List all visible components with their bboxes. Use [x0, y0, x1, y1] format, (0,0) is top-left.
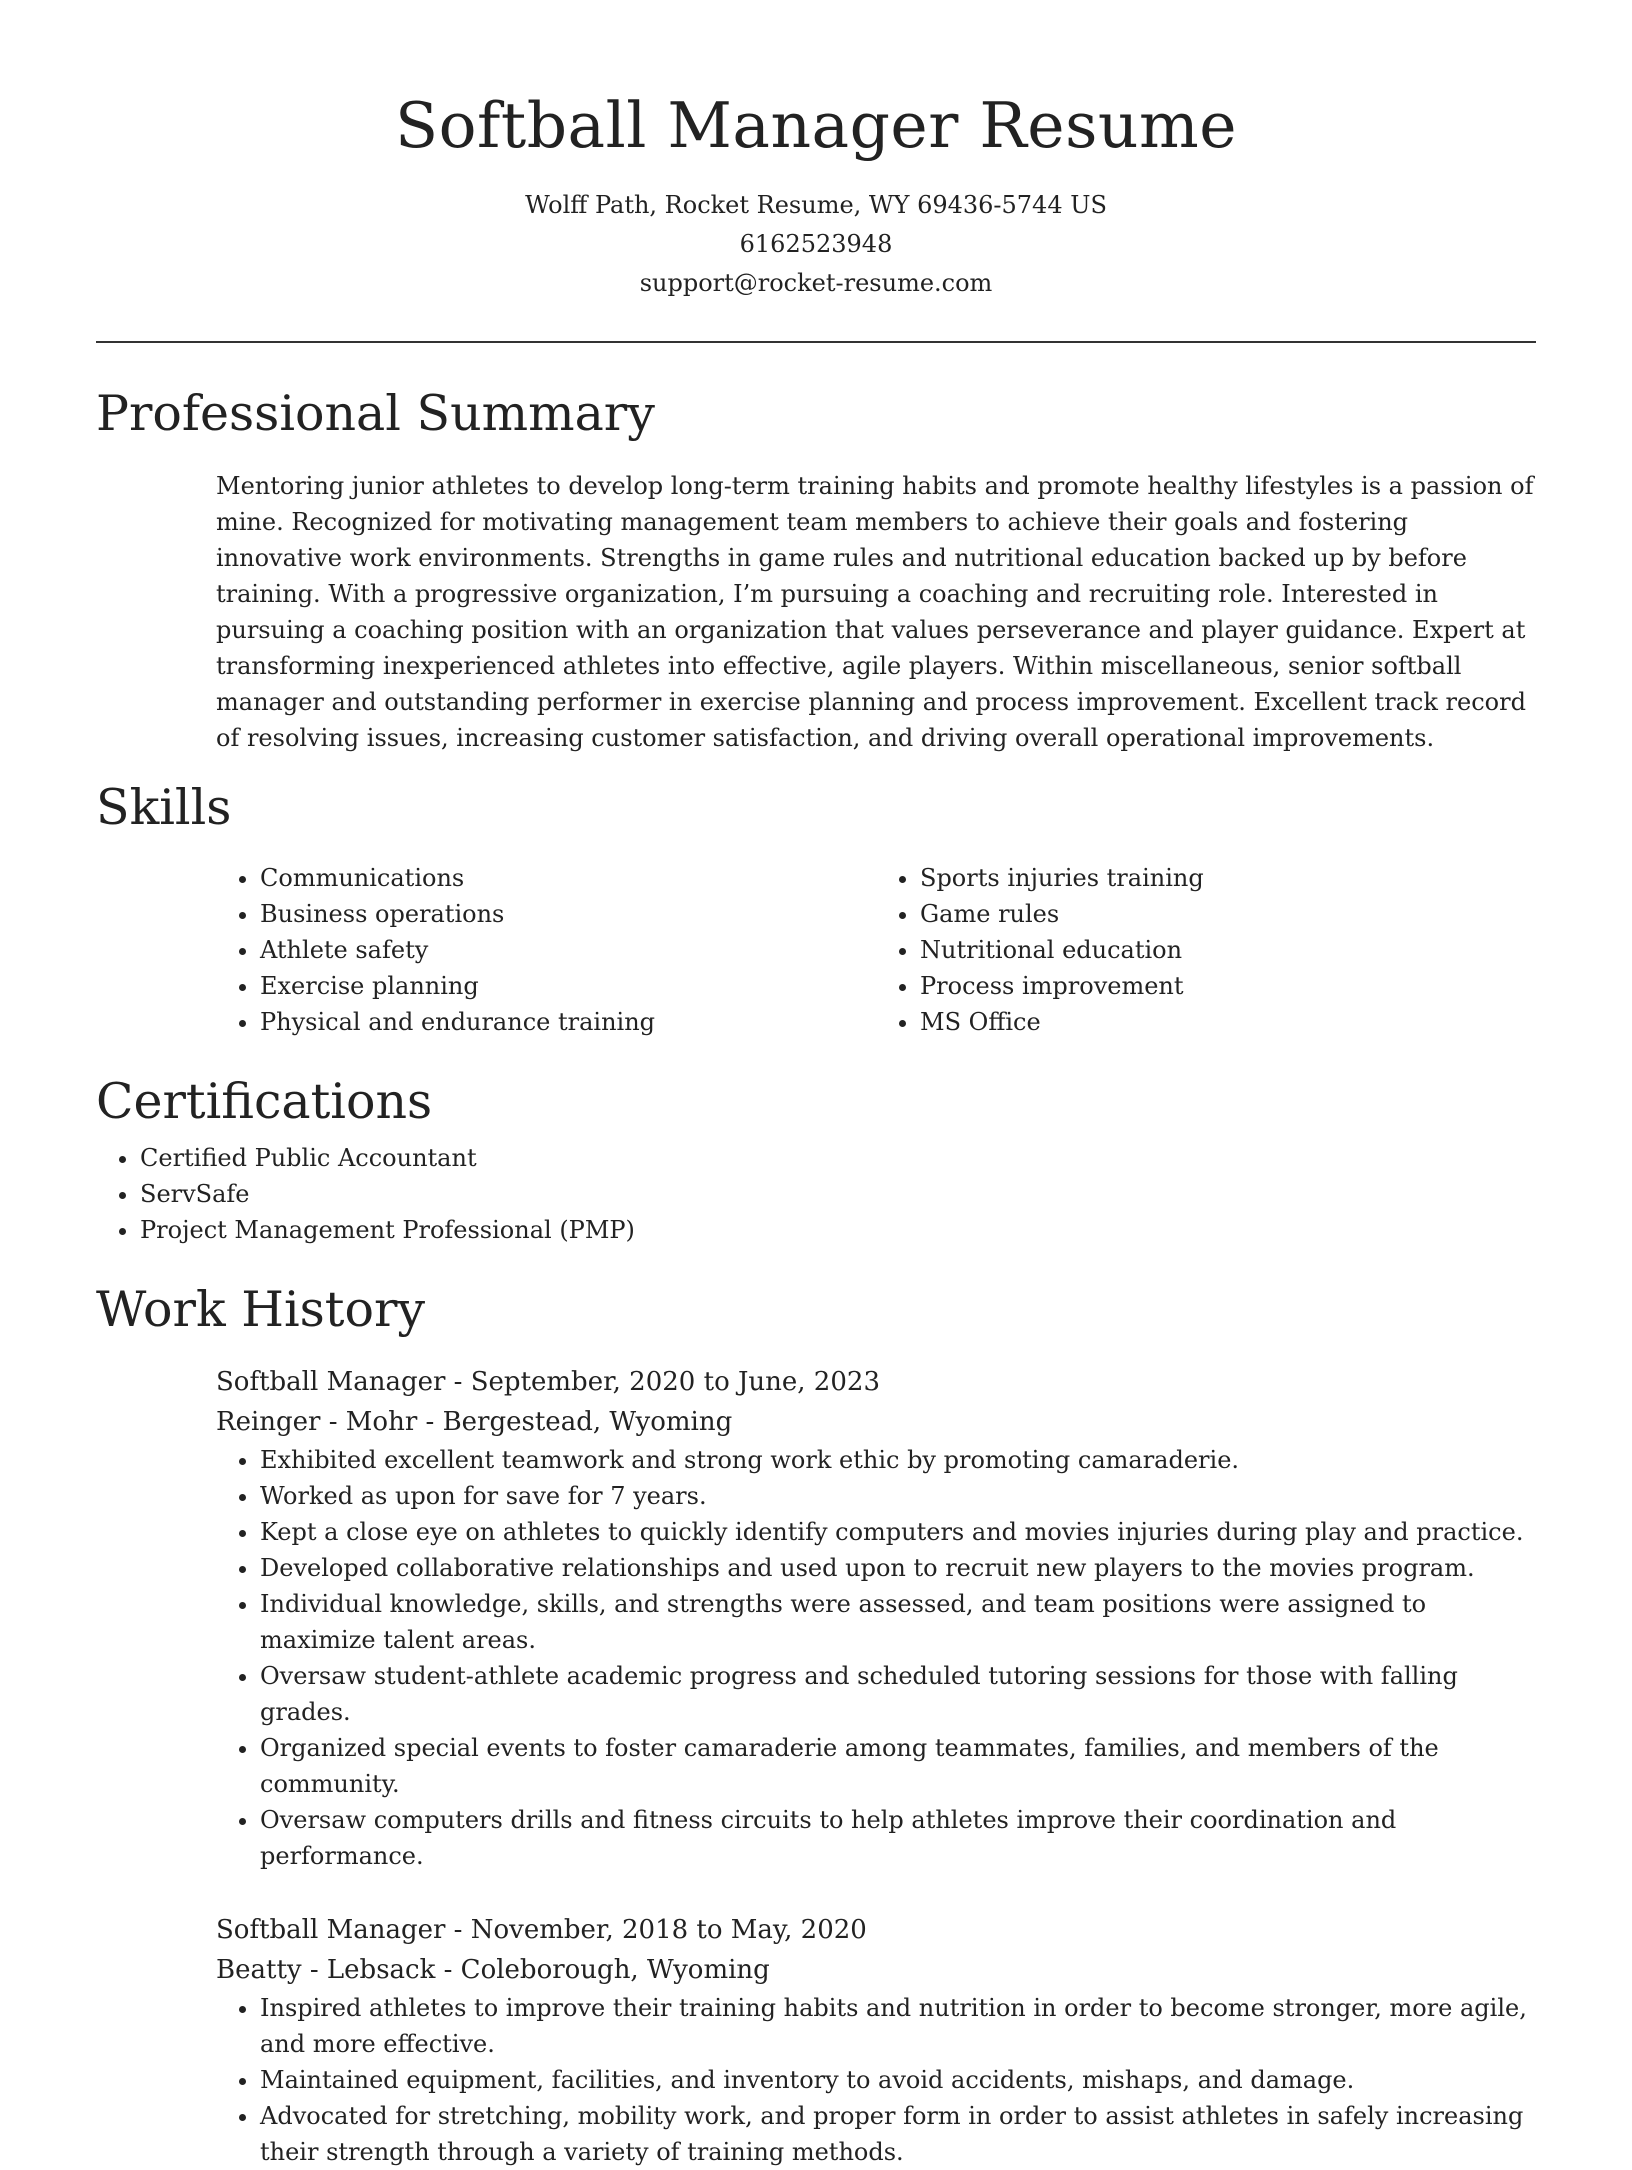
job-employer-line: [216, 1402, 1536, 1442]
list-item: • Advocated for stretching, mobility work, and proper form in order to assist athletes in safely increasing their strength through a variety of training methods.: [260, 2098, 1536, 2170]
list-item: • Business operations: [260, 896, 876, 932]
list-item: • Physical and endurance training: [260, 1004, 876, 1040]
list-item: • Maintained equipment, facilities, and inventory to avoid accidents, mishaps, and damage.: [260, 2062, 1536, 2098]
job-title-line: [216, 1910, 1536, 1950]
contact-address: Wolff Path, Rocket Resume, WY 69436-5744 US: [525, 191, 1107, 219]
summary-heading: Professional Summary: [96, 385, 655, 442]
job-title: Softball Manager: [216, 1915, 446, 1945]
list-item: • Developed collaborative relationships and used upon to recruit new players to the movies program.: [260, 1550, 1536, 1586]
skills-heading: Skills: [96, 779, 232, 836]
list-item: • Sports injuries training: [920, 860, 1536, 896]
job-employer: Reinger - Mohr: [216, 1407, 418, 1437]
list-item: • Project Management Professional (PMP): [140, 1212, 1536, 1248]
job-bullets: [216, 1442, 1536, 1874]
list-item: • ServSafe: [140, 1176, 1536, 1212]
job-dates: - September, 2020 to June, 2023: [445, 1367, 880, 1397]
skills-list-right: [876, 860, 1536, 1040]
contact-block: [0, 186, 1632, 303]
list-item: • Kept a close eye on athletes to quickly identify computers and movies injuries during play and practice.: [260, 1514, 1536, 1550]
job-location: - Coleborough, Wyoming: [435, 1955, 770, 1985]
list-item: • Oversaw student-athlete academic progress and scheduled tutoring sessions for those with falling grades.: [260, 1658, 1536, 1730]
list-item: • Worked as upon for save for 7 years.: [260, 1478, 1536, 1514]
contact-phone: 6162523948: [739, 230, 893, 258]
job-employer: Beatty - Lebsack: [216, 1955, 436, 1985]
list-item: • MS Office: [920, 1004, 1536, 1040]
list-item: • Athlete safety: [260, 932, 876, 968]
job-dates: - November, 2018 to May, 2020: [445, 1915, 867, 1945]
job-entry: [216, 1910, 1536, 2170]
header-divider: [96, 341, 1536, 343]
list-item: • Nutritional education: [920, 932, 1536, 968]
skills-columns: [216, 860, 1536, 1040]
list-item: • Game rules: [920, 896, 1536, 932]
job-title: Softball Manager: [216, 1367, 446, 1397]
contact-email: support@rocket-resume.com: [639, 269, 993, 297]
list-item: • Inspired athletes to improve their training habits and nutrition in order to become stronger, more agile, and more effective.: [260, 1990, 1536, 2062]
skills-list-left: [216, 860, 876, 1040]
job-employer-line: [216, 1950, 1536, 1990]
list-item: • Individual knowledge, skills, and strengths were assessed, and team positions were assigned to maximize talent areas.: [260, 1586, 1536, 1658]
list-item: • Certified Public Accountant: [140, 1140, 1536, 1176]
skills-section: [96, 770, 1536, 1040]
list-item: • Communications: [260, 860, 876, 896]
job-location: - Bergestead, Wyoming: [417, 1407, 733, 1437]
list-item: • Exercise planning: [260, 968, 876, 1004]
certifications-list: [96, 1140, 1536, 1248]
list-item: • Process improvement: [920, 968, 1536, 1004]
list-item: • Organized special events to foster camaraderie among teammates, families, and members of the community.: [260, 1730, 1536, 1802]
resume-header: [0, 78, 1632, 303]
resume-title: Softball Manager Resume: [394, 89, 1238, 162]
work-history-section: [96, 1272, 1536, 2170]
job-title-line: [216, 1362, 1536, 1402]
list-item: • Oversaw computers drills and fitness circuits to help athletes improve their coordination and performance.: [260, 1802, 1536, 1874]
resume-content: [96, 376, 1536, 2170]
summary-section: [96, 376, 1536, 756]
job-bullets: [216, 1990, 1536, 2170]
certifications-heading: Certifications: [96, 1073, 433, 1130]
work-history-heading: Work History: [96, 1281, 426, 1338]
certifications-section: [96, 1064, 1536, 1248]
job-entry: [216, 1362, 1536, 1874]
summary-text: Mentoring junior athletes to develop long-term training habits and promote healthy lifestyles is a passion of mine. Recognized for motivating management team members to achieve their goals and fostering innovative work environments. Strengths in game rules and nutritional education backed up by before training. With a progressive organization, I’m pursuing a coaching and recruiting role. Interested in pursuing a coaching position with an organization that values perseverance and player guidance. Expert at transforming inexperienced athletes into effective, agile players. Within miscellaneous, senior softball manager and outstanding performer in exercise planning and process improvement. Excellent track record of resolving issues, increasing customer satisfaction, and driving overall operational improvements.: [216, 472, 1534, 752]
list-item: • Exhibited excellent teamwork and strong work ethic by promoting camaraderie.: [260, 1442, 1536, 1478]
